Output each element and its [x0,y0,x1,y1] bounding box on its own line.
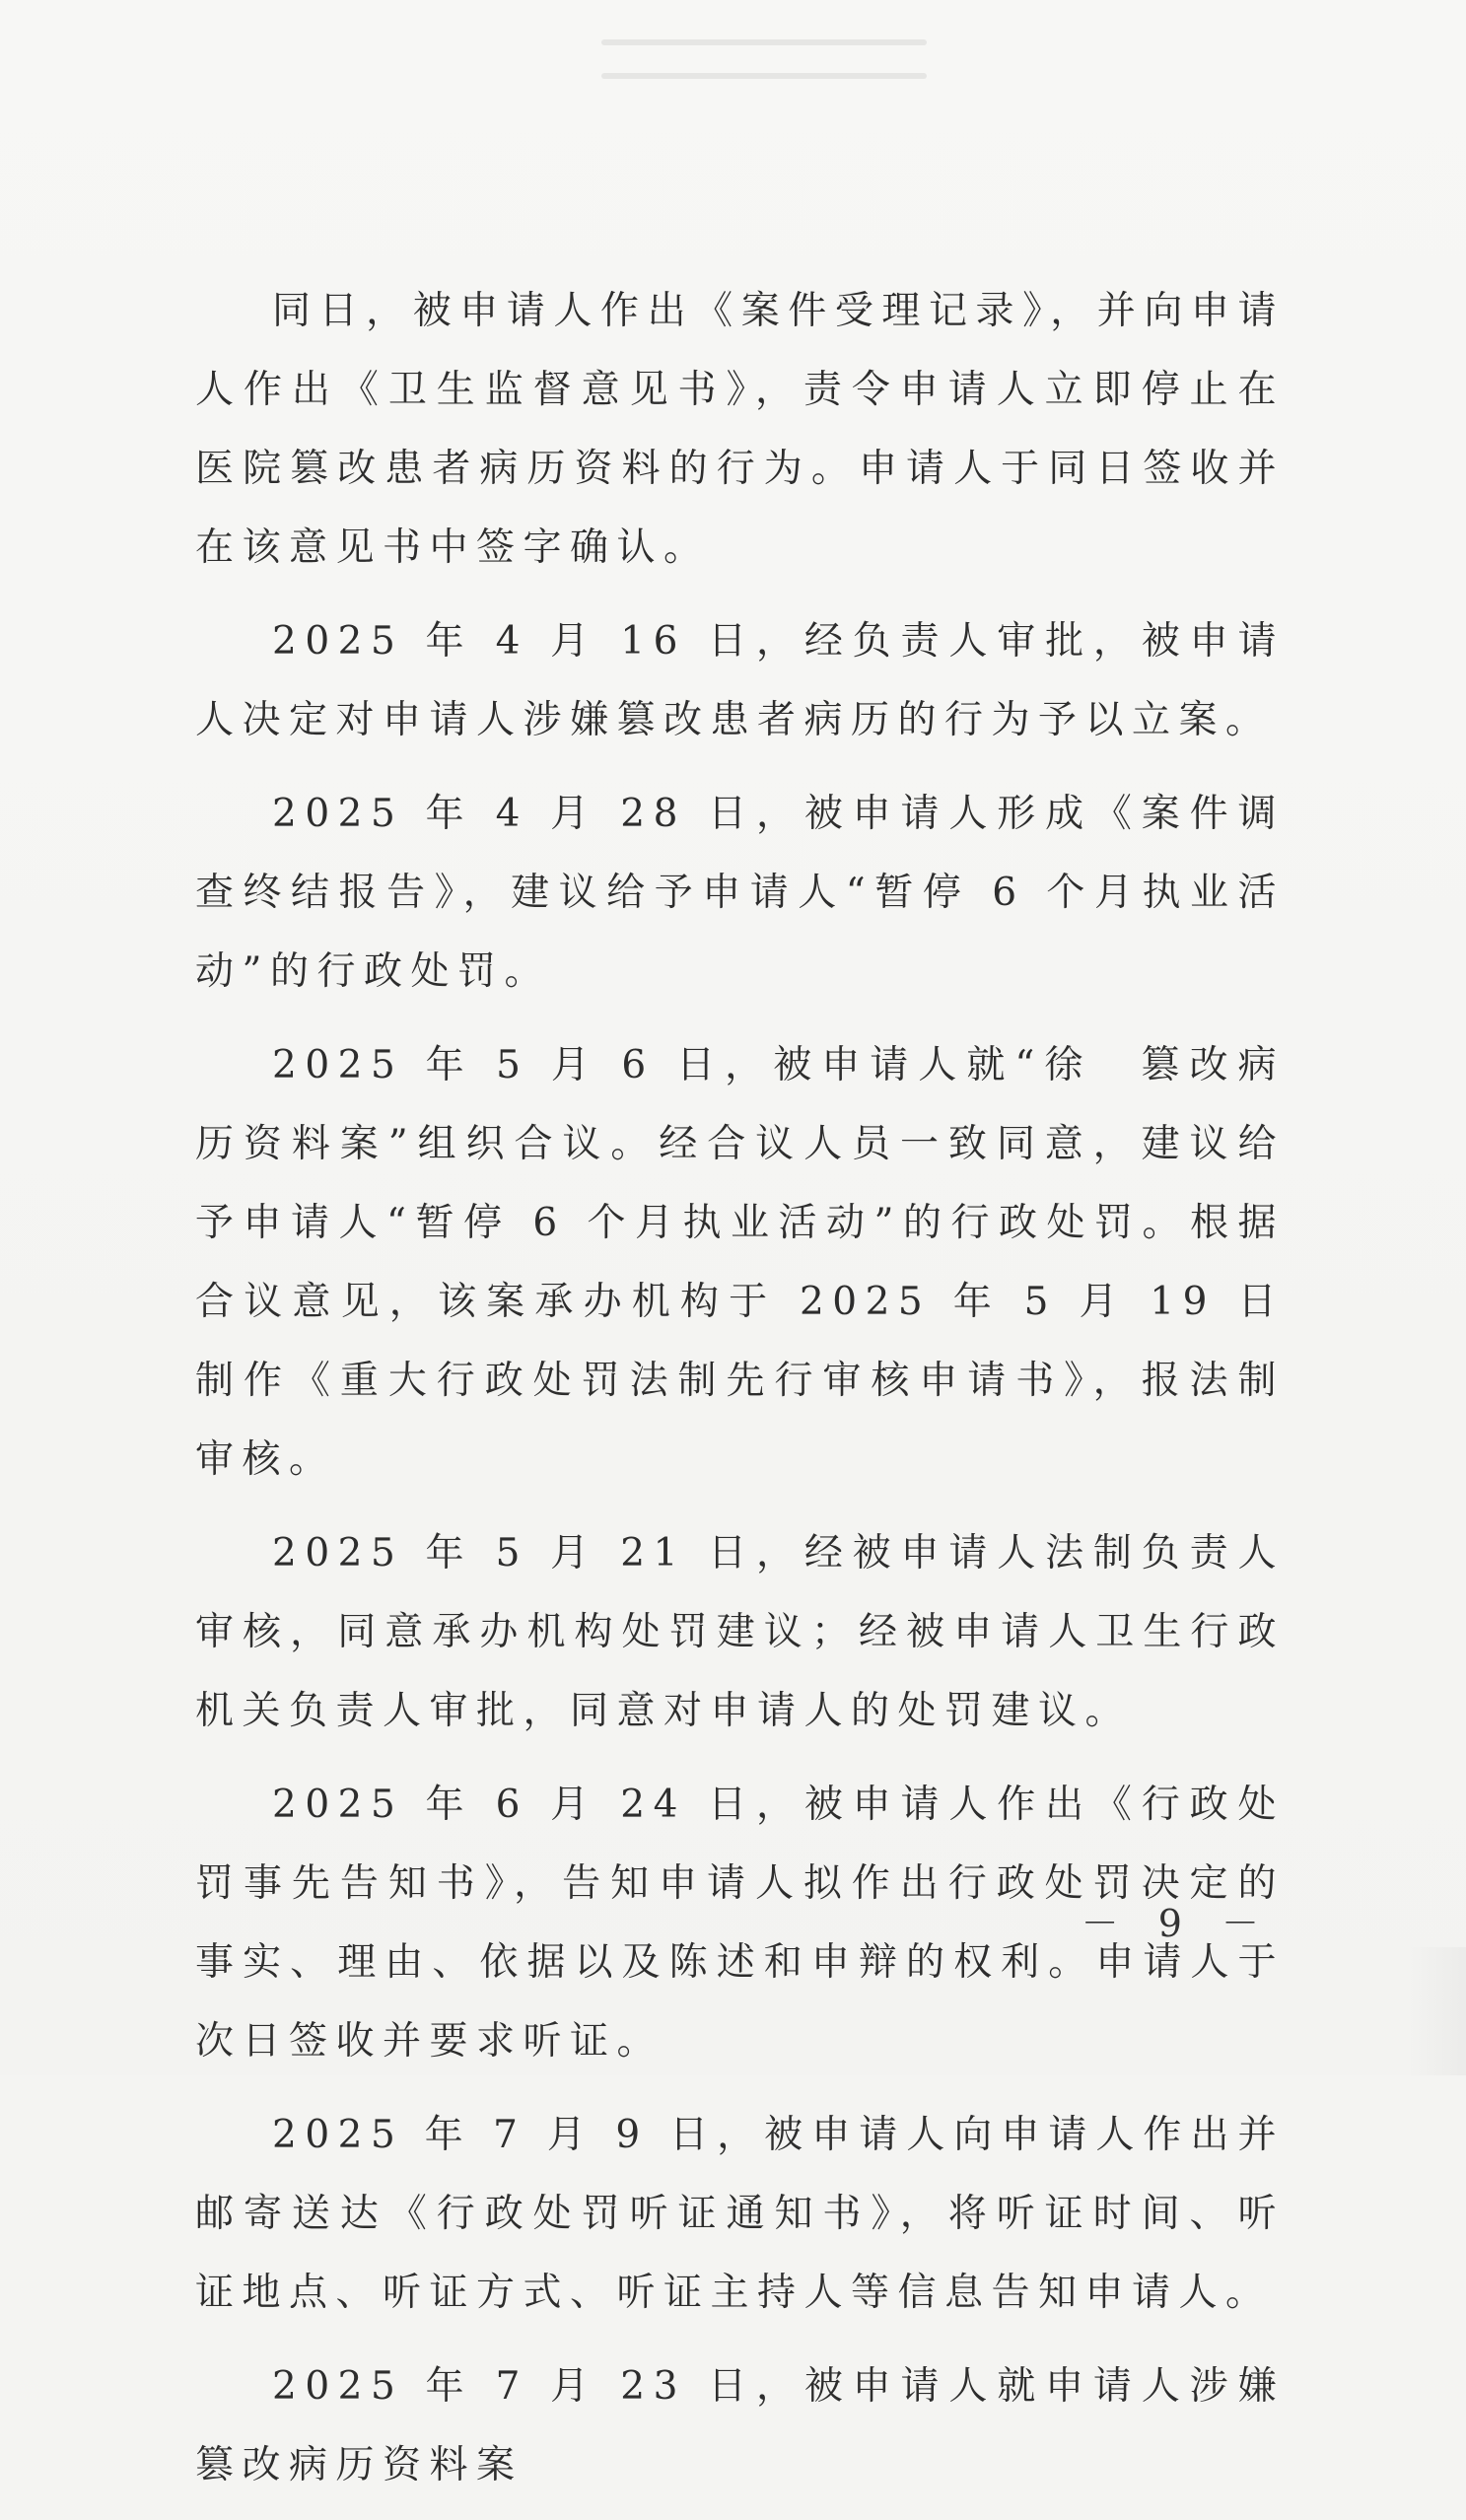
page-number: － 9 － [1081,1902,1273,1945]
paragraph-8: 2025 年 7 月 23 日，被申请人就申请人涉嫌篡改病历资料案 [195,2364,1285,2487]
bleed-through-marks [601,39,927,148]
document-body [195,272,1379,2520]
paragraph-1: 同日，被申请人作出《案件受理记录》，并向申请人作出《卫生监督意见书》，责令申请人立即停止在 医院篡改患者病历资料的行为。申请人于同日签收并在该意见书中签字确认。 [195,289,1379,570]
paragraph-2: 2025 年 4 月 16 日，经负责人审批，被申请人决定对申请人涉嫌篡改患者病历的行为予以立案。 [195,619,1285,742]
scan-shadow [1407,1947,1466,2075]
bleed-line [601,39,927,45]
paragraph-4: 2025 年 5 月 6 日，被申请人就“徐 篡改病历资料案”组织合议。经合议人员一致同意，建议给予申请人“暂停 6 个月执业活动”的行政处罚。根据合议意见，该案承办机构于 2025 年 5 月 19 日制作《重大行政处罚法制先行审核申请书》，报法制审核。 [195,1043,1285,1482]
paragraph-6: 2025 年 6 月 24 日，被申请人作出《行政处罚事先告知书》，告知申请人拟作出行政处罚决定的事实、理由、依据以及陈述和申辩的权利。申请人于次日签收并要求听证。 [195,1783,1285,2064]
bleed-line [601,73,927,79]
paragraph-3: 2025 年 4 月 28 日，被申请人形成《案件调查终结报告》，建议给予申请人“暂停 6 个月执业活动”的行政处罚。 [195,792,1285,994]
paragraph-5: 2025 年 5 月 21 日，经被申请人法制负责人审核，同意承办机构处罚建议；经被申请人卫生行政机关负责人审批，同意对申请人的处罚建议。 [195,1531,1285,1733]
paragraph-7: 2025 年 7 月 9 日，被申请人向申请人作出并邮寄送达《行政处罚听证通知书》，将听证时间、听证地点、听证方式、听证主持人等信息告知申请人。 [195,2113,1285,2315]
